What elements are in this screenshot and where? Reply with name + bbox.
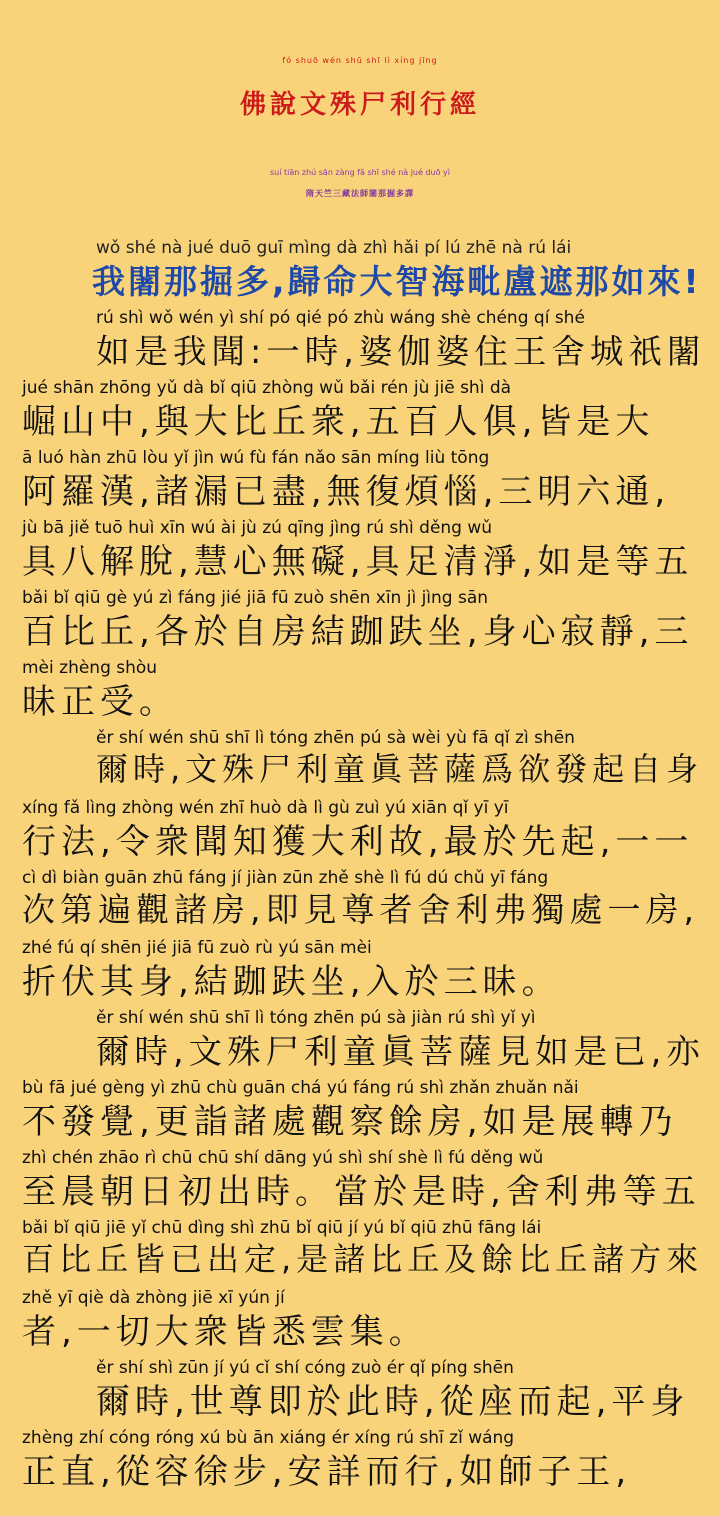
line-text: 折伏其身,結跏趺坐,入於三昧。 xyxy=(22,962,561,1002)
line-text: 爾時,文殊尸利童眞菩薩爲欲發起自身 xyxy=(96,750,704,788)
line-text: 至晨朝日初出時。當於是時,舍利弗等五 xyxy=(22,1172,701,1212)
line-text: 百比丘,各於自房結跏趺坐,身心寂靜,三 xyxy=(22,612,694,652)
page-title: 佛說文殊尸利行經 xyxy=(239,90,480,120)
line-pinyin: zhě yī qiè dà zhòng jiē xī yún jí xyxy=(22,1288,285,1308)
line-pinyin: zhì chén zhāo rì chū chū shí dāng yú shì shí shè lì fú děng wǔ xyxy=(22,1148,544,1168)
line-pinyin: xíng fǎ lìng zhòng wén zhī huò dà lì gù zuì yú xiān qǐ yī yī xyxy=(22,798,509,818)
line-pinyin: jué shān zhōng yǔ dà bǐ qiū zhòng wǔ bǎi rén jù jiē shì dà xyxy=(22,378,512,398)
line-pinyin: cì dì biàn guān zhū fáng jí jiàn zūn zhě shè lì fú dú chǔ yī fáng xyxy=(22,868,549,888)
homage-pinyin: wǒ shé nà jué duō guī mìng dà zhì hǎi pí lú zhē nà rú lái xyxy=(96,238,572,258)
line-text: 次第遍觀諸房,即見尊者舍利弗獨處一房, xyxy=(22,890,699,929)
line-pinyin: ěr shí shì zūn jí yú cǐ shí cóng zuò ér qǐ píng shēn xyxy=(96,1358,514,1378)
homage-verse: 我闍那掘多,歸命大智海毗盧遮那如來! xyxy=(92,262,702,301)
line-text: 崛山中,與大比丘衆,五百人俱,皆是大 xyxy=(22,402,655,442)
line-text: 具八解脫,慧心無礙,具足清淨,如是等五 xyxy=(22,542,694,582)
line-text: 如是我聞:一時,婆伽婆住王舍城祇闍 xyxy=(96,332,706,371)
line-pinyin: bǎi bǐ qiū jiē yǐ chū dìng shì zhū bǐ qiū jí yú bǐ qiū zhū fāng lái xyxy=(22,1218,542,1238)
line-pinyin: bù fā jué gèng yì zhū chù guān chá yú fáng rú shì zhǎn zhuǎn nǎi xyxy=(22,1078,579,1098)
line-text: 不發覺,更詣諸處觀察餘房,如是展轉乃 xyxy=(22,1102,678,1142)
translator-line: 隋天竺三藏法師闍那掘多譯 xyxy=(306,189,414,198)
line-pinyin: rú shì wǒ wén yì shí pó qié pó zhù wáng shè chéng qí shé xyxy=(96,308,585,328)
line-pinyin: ā luó hàn zhū lòu yǐ jìn wú fù fán nǎo sān míng liù tōng xyxy=(22,448,490,468)
title-pinyin: fó shuō wén shū shī lì xíng jīng xyxy=(282,56,438,65)
line-text: 者,一切大衆皆悉雲集。 xyxy=(22,1312,428,1352)
line-text: 正直,從容徐步,安詳而行,如師子王, xyxy=(22,1452,632,1492)
line-pinyin: bǎi bǐ qiū gè yú zì fáng jié jiā fū zuò shēn xīn jì jìng sān xyxy=(22,588,489,608)
line-pinyin: zhèng zhí cóng róng xú bù ān xiáng ér xíng rú shī zǐ wáng xyxy=(22,1428,515,1448)
line-pinyin: jù bā jiě tuō huì xīn wú ài jù zú qīng jìng rú shì děng wǔ xyxy=(22,518,493,538)
line-pinyin: ěr shí wén shū shī lì tóng zhēn pú sà wèi yù fā qǐ zì shēn xyxy=(96,728,575,748)
line-text: 爾時,文殊尸利童眞菩薩見如是已,亦 xyxy=(96,1032,705,1071)
line-pinyin: zhé fú qí shēn jié jiā fū zuò rù yú sān mèi xyxy=(22,938,372,958)
line-text: 百比丘皆已出定,是諸比丘及餘比丘諸方來 xyxy=(22,1240,704,1278)
line-pinyin: mèi zhèng shòu xyxy=(22,658,158,678)
translator-pinyin: suí tiān zhú sān zàng fǎ shī shé nà jué duō yì xyxy=(269,168,451,177)
line-pinyin: ěr shí wén shū shī lì tóng zhēn pú sà jiàn rú shì yǐ yì xyxy=(96,1008,536,1028)
line-text: 阿羅漢,諸漏已盡,無復煩惱,三明六通, xyxy=(22,472,671,512)
line-text: 行法,令衆聞知獲大利故,最於先起,一一 xyxy=(22,822,694,862)
line-text: 昧正受。 xyxy=(22,682,178,722)
line-text: 爾時,世尊即於此時,從座而起,平身 xyxy=(96,1382,690,1422)
